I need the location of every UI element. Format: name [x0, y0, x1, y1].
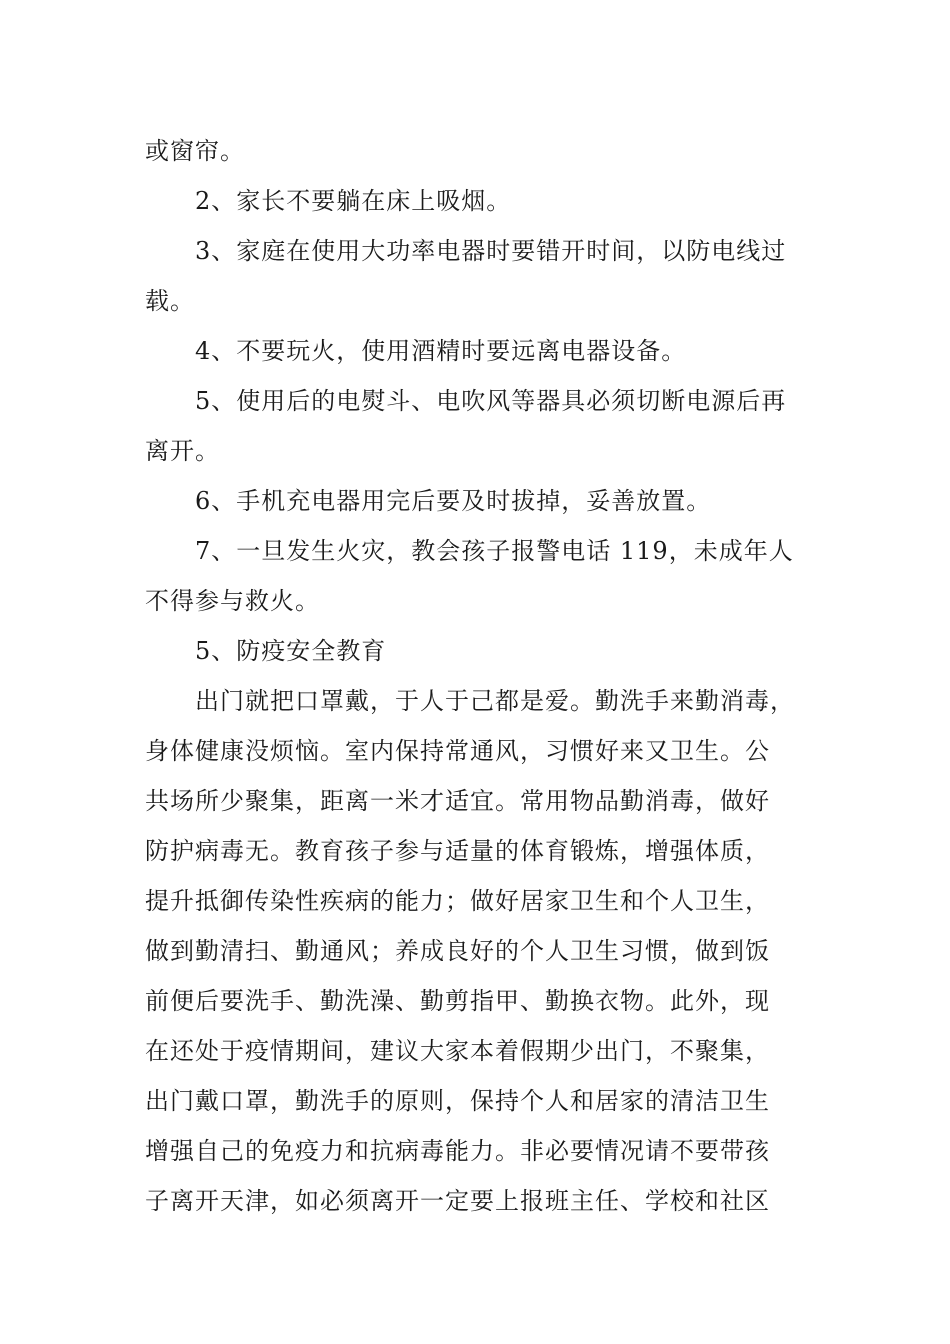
text-line: 载。 [145, 287, 195, 315]
text-line: 在还处于疫情期间，建议大家本着假期少出门，不聚集， [145, 1037, 770, 1065]
text-line: 4、不要玩火，使用酒精时要远离电器设备。 [195, 337, 687, 365]
text-line: 子离开天津，如必须离开一定要上报班主任、学校和社区 [145, 1187, 770, 1215]
text-line: 5、使用后的电熨斗、电吹风等器具必须切断电源后再 [195, 387, 787, 415]
text-line: 离开。 [145, 437, 220, 465]
text-line: 不得参与救火。 [145, 587, 320, 615]
text-line: 7、一旦发生火灾，教会孩子报警电话 119，未成年人 [195, 537, 794, 565]
text-line: 出门就把口罩戴，于人于己都是爱。勤洗手来勤消毒， [195, 687, 795, 715]
text-line: 提升抵御传染性疾病的能力；做好居家卫生和个人卫生， [145, 887, 770, 915]
text-line: 做到勤清扫、勤通风；养成良好的个人卫生习惯，做到饭 [145, 937, 770, 965]
text-line: 防护病毒无。教育孩子参与适量的体育锻炼，增强体质， [145, 837, 770, 865]
text-line: 身体健康没烦恼。室内保持常通风，习惯好来又卫生。公 [145, 737, 770, 765]
section-heading: 5、防疫安全教育 [195, 637, 387, 665]
text-line: 出门戴口罩，勤洗手的原则，保持个人和居家的清洁卫生 [145, 1087, 770, 1115]
text-line: 或窗帘。 [145, 137, 245, 165]
text-line: 共场所少聚集，距离一米才适宜。常用物品勤消毒，做好 [145, 787, 770, 815]
text-line: 3、家庭在使用大功率电器时要错开时间，以防电线过 [195, 237, 787, 265]
text-line: 6、手机充电器用完后要及时拔掉，妥善放置。 [195, 487, 712, 515]
text-line: 2、家长不要躺在床上吸烟。 [195, 187, 512, 215]
text-line: 前便后要洗手、勤洗澡、勤剪指甲、勤换衣物。此外，现 [145, 987, 770, 1015]
text-line: 增强自己的免疫力和抗病毒能力。非必要情况请不要带孩 [145, 1137, 770, 1165]
